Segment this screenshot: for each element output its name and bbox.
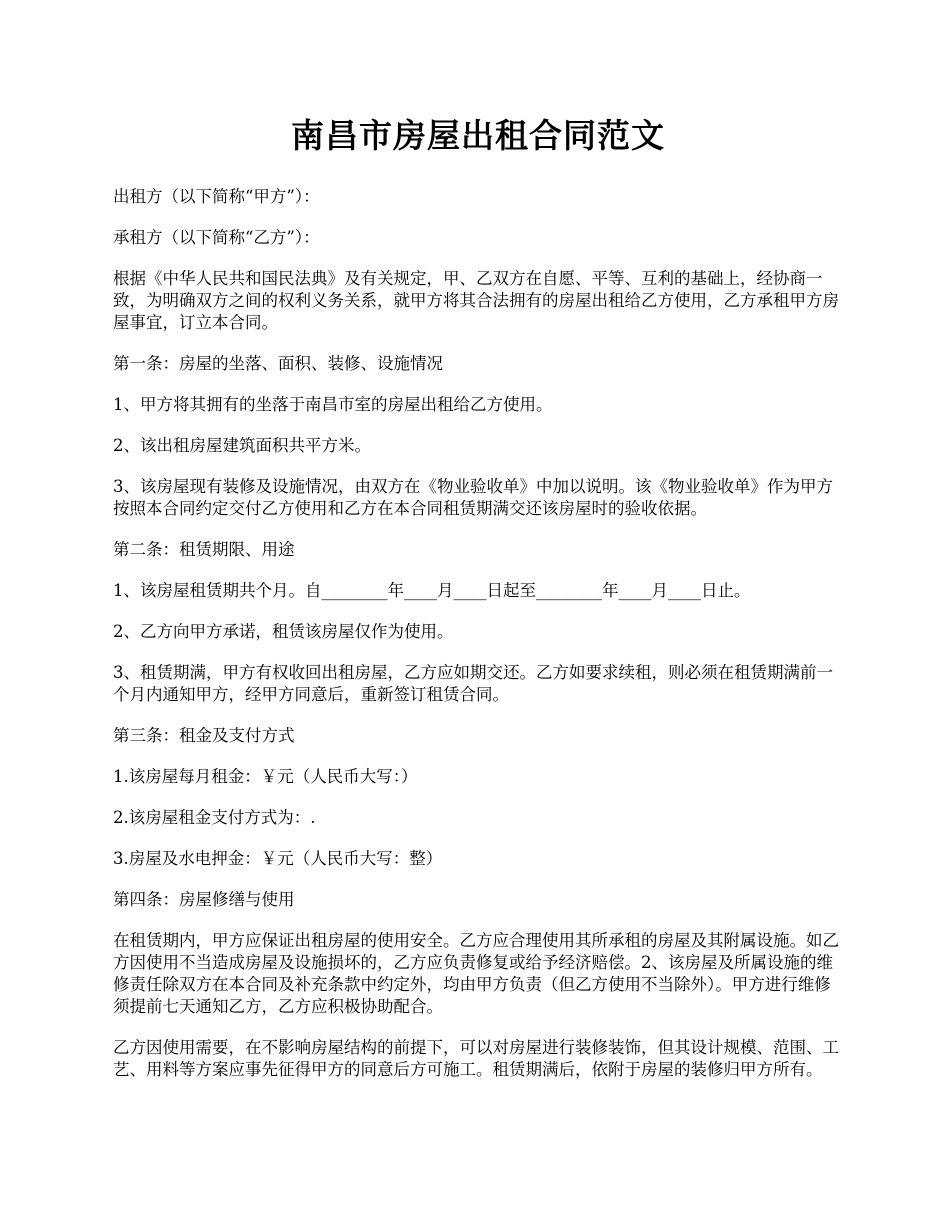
article-3-clause-2: 2.该房屋租金支付方式为：.	[113, 808, 316, 827]
article-4-heading: 第四条：房屋修缮与使用	[113, 890, 295, 909]
article-1-heading: 第一条：房屋的坐落、面积、装修、设施情况	[113, 354, 443, 373]
article-2-clause-1: 1、该房屋租赁期共个月。自________年____月____日起至________年____月____日止。	[113, 581, 751, 600]
lessor-line: 出租方（以下简称“甲方”）：	[113, 187, 320, 206]
article-1-clause-1: 1、甲方将其拥有的坐落于南昌市室的房屋出租给乙方使用。	[113, 395, 553, 414]
article-2-clause-3: 3、租赁期满，甲方有权收回出租房屋，乙方应如期交还。乙方如要求续租，则必须在租赁期满前一个月内通知甲方，经甲方同意后，重新签订租赁合同。	[113, 663, 833, 704]
article-3-clause-1: 1.该房屋每月租金：￥元（人民币大写：）	[113, 767, 418, 786]
document-page	[113, 112, 843, 1100]
preamble-paragraph: 根据《中华人民共和国民法典》及有关规定，甲、乙双方在自愿、平等、互利的基础上，经协商一致，为明确双方之间的权利义务关系，就甲方将其合法拥有的房屋出租给乙方使用，乙方承租甲方房屋事宜，订立本合同。	[113, 269, 839, 332]
article-2-heading: 第二条：租赁期限、用途	[113, 540, 295, 559]
article-1-clause-2: 2、该出租房屋建筑面积共平方米。	[113, 436, 371, 455]
article-2-clause-2: 2、乙方向甲方承诺，租赁该房屋仅作为使用。	[113, 622, 454, 641]
lessee-line: 承租方（以下简称“乙方”）：	[113, 228, 320, 247]
article-4-clause-1: 在租赁期内，甲方应保证出租房屋的使用安全。乙方应合理使用其所承租的房屋及其附属设施。如乙方因使用不当造成房屋及设施损坏的，乙方应负责修复或给予经济赔偿。2、该房屋及所属设施的维修责任除双方在本合同及补充条款中约定外，均由甲方负责（但乙方使用不当除外）。甲方进行维修须提前七天通知乙方，乙方应积极协助配合。	[113, 931, 839, 1016]
article-3-clause-3: 3.房屋及水电押金：￥元（人民币大写：整）	[113, 849, 443, 868]
article-1-clause-3: 3、该房屋现有装修及设施情况，由双方在《物业验收单》中加以说明。该《物业验收单》作为甲方按照本合同约定交付乙方使用和乙方在本合同租赁期满交还该房屋时的验收依据。	[113, 477, 833, 518]
article-4-clause-2: 乙方因使用需要，在不影响房屋结构的前提下，可以对房屋进行装修装饰，但其设计规模、范围、工艺、用料等方案应事先征得甲方的同意后方可施工。租赁期满后，依附于房屋的装修归甲方所有。	[113, 1038, 839, 1079]
document-title: 南昌市房屋出租合同范文	[291, 116, 665, 155]
article-3-heading: 第三条：租金及支付方式	[113, 726, 295, 745]
